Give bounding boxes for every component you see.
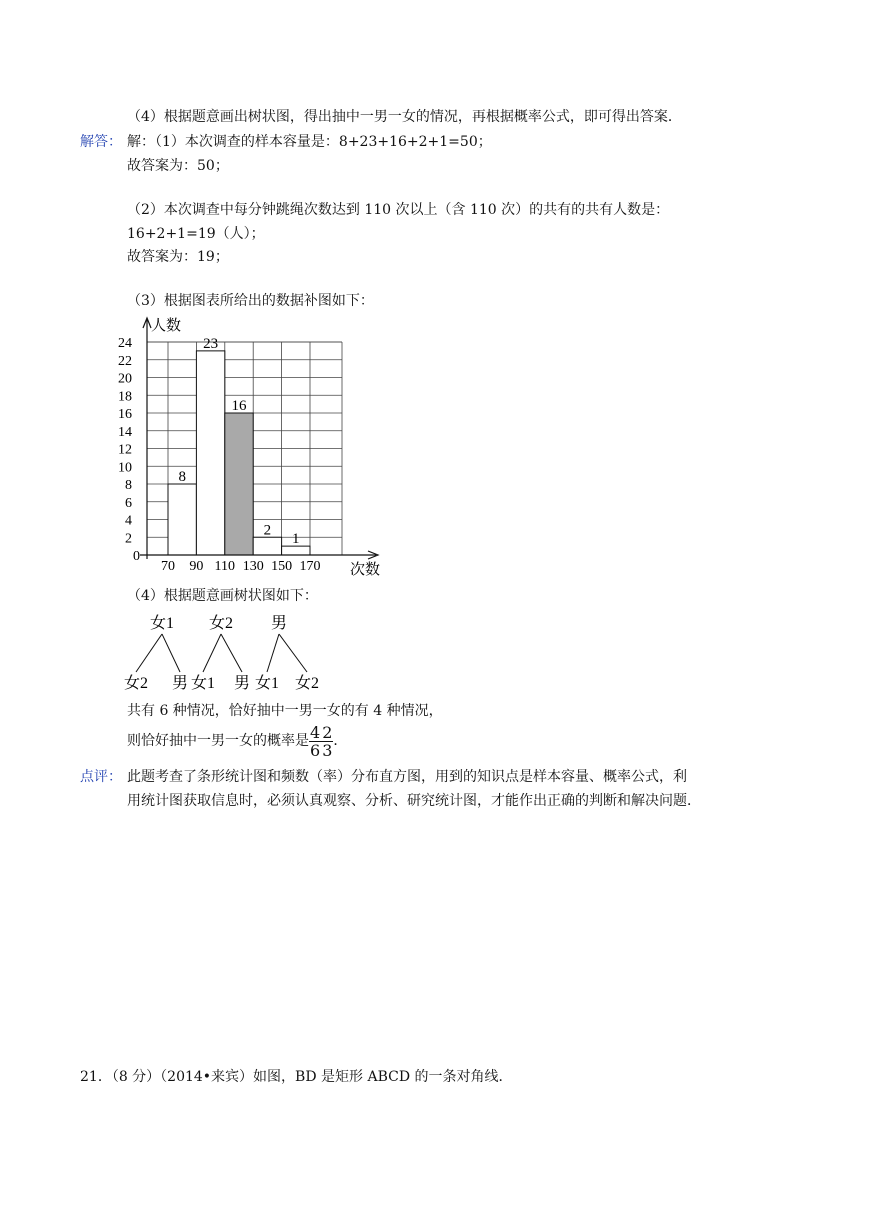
answer-part3: （3）根据图表所给出的数据补图如下： [127,293,374,309]
tree-branch [267,634,279,672]
tree-leaf-node: 女2 [123,675,149,692]
tree-leaf-node: 女1 [254,675,280,692]
y-tick-label: 0 [133,549,140,564]
comment-line1: 此题考查了条形统计图和频数（率）分布直方图，用到的知识点是样本容量、概率公式，利 [127,769,687,785]
answer-part1: 解：（1）本次调查的样本容量是：8+23+16+2+1=50； [127,134,492,150]
y-tick-label: 24 [118,336,132,351]
y-tick-label: 4 [125,513,132,529]
bar-value-label: 8 [178,469,186,485]
probability-line [127,722,347,760]
bar-90-110 [196,351,224,555]
tree-root-node: 女1 [149,615,175,632]
bar-value-label: 16 [231,398,247,414]
tree-leaf-node: 男 [233,675,251,692]
probability-prefix: 则恰好抽中一男一女的概率是 [127,733,309,749]
fraction-2-3: $\frac{2}{3}$ [322,722,333,760]
answer-tag: 解答： [80,134,122,150]
hint-part4: （4）根据题意画出树状图，得出抽中一男一女的情况，再根据概率公式，即可得出答案． [127,109,682,125]
x-tick-label: 110 [214,559,236,574]
chart-bars [168,351,310,555]
bar-value-label: 23 [203,335,219,352]
tree-root-node: 女2 [208,615,234,632]
y-tick-label: 18 [118,389,132,405]
x-tick-label: 150 [271,559,293,574]
comment-tag: 点评： [80,769,122,785]
tree-branch [136,634,162,672]
y-axis-title: 人数 [151,318,182,334]
comment-line2: 用统计图获取信息时，必须认真观察、分析、研究统计图，才能作出正确的判断和解决问题． [127,793,701,809]
y-tick-label: 8 [125,478,132,493]
x-tick-label: 90 [189,559,204,574]
tree-leaf-node: 女1 [190,675,216,692]
tree-diagram [118,606,328,696]
x-tick-label: 130 [242,559,264,574]
tree-root-node: 男 [270,615,288,632]
bar-150-170 [282,546,310,555]
tree-branch [203,634,221,672]
answer-part4: （4）根据题意画树状图如下： [127,588,318,604]
answer-part2-calc: 16+2+1=19（人）； [127,226,265,242]
answer-part1-result: 故答案为：50； [127,158,229,174]
answer-part2: （2）本次调查中每分钟跳绳次数达到 110 次以上（含 110 次）的共有的共有人数是： [127,202,670,218]
bar-value-label: 2 [263,522,272,539]
x-axis-title: 次数 [350,562,381,578]
bar-value-label: 1 [292,531,300,548]
x-tick-label: 170 [299,559,321,574]
bar-70-90 [168,484,196,555]
tree-branch [279,634,307,672]
y-tick-label: 12 [118,442,132,458]
fraction-4-6: $\frac{4}{6}$ [310,722,321,760]
next-question: 21．（8 分）（2014•来宾）如图，BD 是矩形 ABCD 的一条对角线． [80,1069,513,1085]
tree-leaf-node: 男 [171,675,189,692]
tree-branch [221,634,242,672]
y-tick-label: 22 [118,353,132,369]
y-tick-label: 2 [125,531,132,547]
tree-branch [162,634,180,672]
y-tick-label: 14 [118,424,132,440]
y-tick-label: 6 [125,495,132,511]
tree-leaf-node: 女2 [294,675,320,692]
bar-110-130 [225,413,253,555]
y-tick-label: 10 [118,460,132,476]
y-tick-label: 20 [118,371,132,387]
answer-part2-result: 故答案为：19； [127,249,229,265]
cases-count: 共有 6 种情况，恰好抽中一男一女的有 4 种情况， [127,703,443,719]
probability-suffix: ． [333,733,348,749]
bar-130-150 [253,537,281,555]
histogram-chart [110,312,400,582]
x-tick-label: 70 [161,559,175,574]
y-tick-label: 16 [118,407,132,422]
